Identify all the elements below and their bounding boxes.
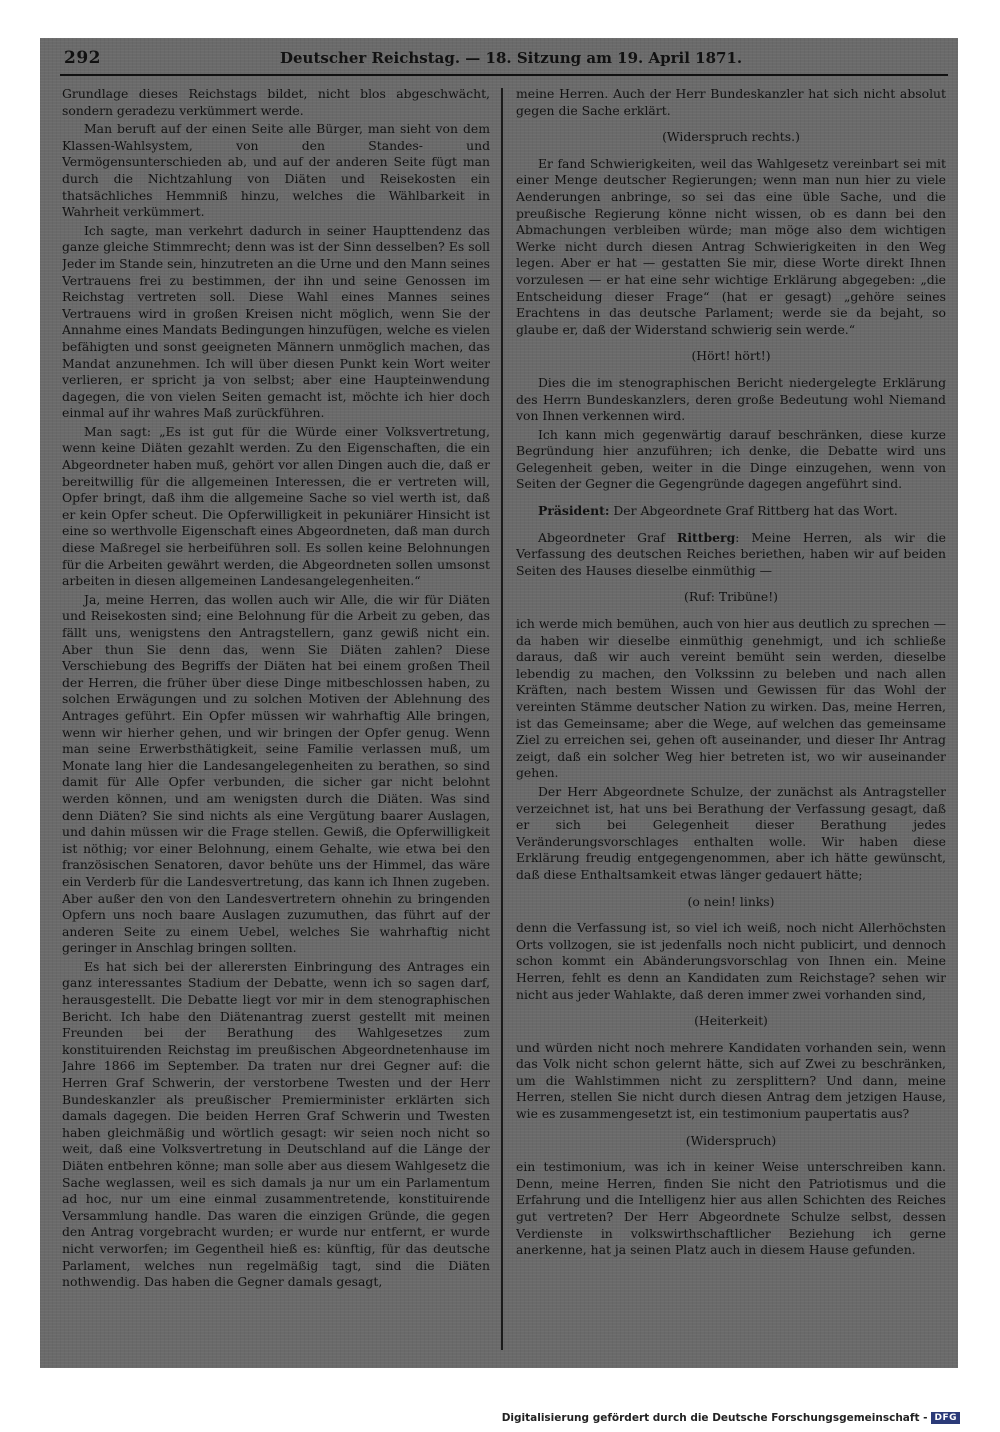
paragraph: ein testimonium, was ich in keiner Weise unterschreiben kann. Denn, meine Herren, finden Sie nicht den Patriotismus und die Erfahrung und die Intelligenz hier aus allen Schichten des Reiches gut vertreten? Der Herr Abgeordnete Schulze selbst, dessen Verdienste in volkswirthschaftlicher Beziehung ich gerne anerkenne, hat ja seinen Platz auch in diesem Hause gefunden. [516,1159,946,1258]
interjection: (Heiterkeit) [694,1013,768,1029]
page-header [60,46,948,76]
digitization-footer [502,1410,960,1426]
paragraph: Der Herr Abgeordnete Schulze, der zunächst als Antragsteller verzeichnet ist, hat uns bei Berathung der Verfassung gesagt, daß er sich bei Gelegenheit dieser Berathung jedes Veränderungsvorschlages enthalten wolle. Wir haben diese Erklärung freudig entgegengenommen, aber ich hätte gewünscht, daß diese Enthaltsamkeit etwas länger gedauert hätte; [516,783,946,882]
paragraph: Ja, meine Herren, das wollen auch wir Alle, die wir für Diäten und Reisekosten sind; eine Belohnung für die Arbeit zu geben, das fällt uns, wenigstens den Antragstellern, ganz gewiß nicht ein. Aber thun Sie denn das, wenn Sie Diäten zahlen? Diese Verschiebung des Begriffs der Diäten hat bei einem großen Theil der Herren, die früher über diese Dinge mitbeschlossen haben, zu solchen Erwägungen und zu solchen Motiven der Ablehnung des Antrages geführt. Ein Opfer müssen wir wahrhaftig Alle bringen, wenn wir hierher gehen, und wir bringen der Opfer genug. Wenn man seine Erwerbsthätigkeit, seine Familie verlassen muß, um Monate lang hier die Landesangelegenheiten zu berathen, so sind damit für Alle Opfer verbunden, die sicher gar nicht belohnt werden können, und am wenigsten durch die Diäten. Was sind denn Diäten? Sie sind nichts als eine Vergütung baarer Auslagen, und dahin müssen wir die Frage stellen. Gewiß, die Opferwilligkeit ist nöthig; vor einer Belohnung, einem Gehalte, wie etwa bei den französischen Senatoren, davor behüte uns der Himmel, das wäre ein Verderb für die Landesvertretung, das kann ich Ihnen zugeben. Aber außer den von den Landesvertretern ohnehin zu bringenden Opfern uns noch baare Auslagen zuzumuthen, das führt auf der anderen Seite zu einem Uebel, welches Sie wahrhaftig nicht geringer in Anschlag bringen sollten. [62,591,490,956]
paragraph: Es hat sich bei der allerersten Einbringung des Antrages ein ganz interessantes Stadium der Debatte, wenn ich so sagen darf, herausgestellt. Die Debatte liegt vor mir in dem stenographischen Bericht. Ich habe den Diätenantrag zuerst gestellt mit meinen Freunden bei der Berathung des Wahlgesetzes zum konstituirenden Reichstag im preußischen Abgeordnetenhause im Jahre 1866 im September. Da traten nur drei Gegner auf: die Herren Graf Schwerin, der verstorbene Twesten und der Herr Bundeskanzler als preußischer Premierminister erklärten sich damals dagegen. Die beiden Herren Graf Schwerin und Twesten haben gleichmäßig und wörtlich gesagt: wir seien noch nicht so weit, daß eine Volksvertretung in Deutschland auf die Länge der Diäten entbehren könne; man solle aber aus diesem Wahlgesetz die Sache weglassen, weil es sich damals ja nur um ein Parlamentum ad hoc, nur um eine einmal zusammentretende, konstituirende Versammlung handle. Das waren die einzigen Gründe, die gegen den Antrag vorgebracht wurden; er wurde nur entfernt, er wurde nicht verworfen; im Gegentheil hieß es: künftig, für das deutsche Parlament, welches nun regelmäßig tagt, sind die Diäten nothwendig. Das haben die Gegner damals gesagt, [62,958,490,1290]
paragraph: ich werde mich bemühen, auch von hier aus deutlich zu sprechen — da haben wir dieselbe einmüthig genehmigt, und ich schließe daraus, daß wir auch vereint bemüht sein werden, dieselbe lebendig zu machen, den Volkssinn zu beleben und nach allen Kräften, nach bestem Wissen und Gewissen für das Wohl der vereinten Stämme deutscher Nation zu wirken. Das, meine Herren, ist das Gemeinsame; aber die Wege, auf welchen das gemeinsame Ziel zu erreichen sei, gehen oft auseinander, und dieser Ihr Antrag zeigt, daß ein solcher Weg hier betreten ist, wo wir auseinander gehen. [516,616,946,781]
paragraph: und würden nicht noch mehrere Kandidaten vorhanden sein, wenn das Volk nicht schon gelernt hätte, sich auf Zwei zu beschränken, um die Wahlstimmen nicht zu zersplittern? Und dann, meine Herren, stellen Sie nicht durch diesen Antrag dem jetzigen Hause, wie es zusammengesetzt ist, ein testimonium paupertatis aus? [516,1039,946,1122]
interjection: (Widerspruch) [685,1132,777,1148]
paragraph: Ich sagte, man verkehrt dadurch in seiner Haupttendenz das ganze gleiche Stimmrecht; denn was ist der Sinn desselben? Es soll Jeder im Stande sein, hinzutreten an die Urne und den Mann seines Vertrauens frei zu bestimmen, der ihn und seine Genossen im Reichstag vertreten soll. Diese Wahl eines Mannes seines Vertrauens wird in großen Kreisen nicht möglich, wenn Sie der Annahme eines Mandats Bedingungen hinzufügen, welche es vielen befähigten und sonst geeigneten Männern unmöglich machen, das Mandat anzunehmen. Ich will über diesen Punkt kein Wort weiter verlieren, er spricht ja von selbst; aber eine Haupteinwendung dagegen, die von vielen Seiten gemacht ist, möchte ich hier doch einmal auf ihr wahres Maß zurückführen. [62,222,490,421]
left-column [62,86,490,1366]
speaker-statement [516,530,946,580]
president-text: Der Abgeordnete Graf Rittberg hat das Wort. [609,503,898,519]
speaker-prefix: Abgeordneter Graf [538,529,678,545]
paragraph: Er fand Schwierigkeiten, weil das Wahlgesetz vereinbart sei mit einer Menge deutscher Regierungen; wenn man nun hier zu viele Aenderungen anbringe, so sei das eine üble Sache, und die preußische Regierung könne nicht wissen, ob es dann bei den Abmachungen verbleiben würde; man möge also dem wichtigen Werke nicht durch diesen Antrag Schwierigkeiten in den Weg legen. Aber er hat — gestatten Sie mir, diese Worte direkt Ihnen vorzulesen — er hat eine sehr wichtige Erklärung abgegeben: „die Entscheidung dieser Frage“ (hat er gesagt) „gehöre seines Erachtens in das deutsche Parlament; werde sie da bejaht, so glaube er, daß der Widerstand schwierig sein werde.“ [516,155,946,337]
running-head: Deutscher Reichstag. — 18. Sitzung am 19. April 1871. [280,49,743,67]
paragraph: Man beruft auf der einen Seite alle Bürger, man sieht von dem Klassen-Wahlsystem, von den Standes- und Vermögensunterschieden ab, und auf der anderen Seite fügt man durch die Nichtzahlung von Diäten und Reisekosten ein thatsächliches Hemmniß hinzu, welches die Wählbarkeit in Wahrheit verkümmert. [62,121,490,220]
interjection: (Ruf: Tribüne!) [683,589,779,605]
paragraph: Man sagt: „Es ist gut für die Würde einer Volksvertretung, wenn keine Diäten gezahlt werden. Zu den Eigenschaften, die ein Abgeordneter haben muß, gehört vor allen Dingen auch die, daß er bereitwillig für die allgemeinen Interessen, die er vertreten will, Opfer bringt, daß ihm die allgemeine Sache so viel werth ist, daß er kein Opfer scheut. Die Opferwilligkeit in pekuniärer Hinsicht ist eine so werthvolle Eigenschaft eines Abgeordneten, daß man durch diese Maßregel sie herbeiführen soll. Es sollen keine Belohnungen für die Arbeiten gewährt werden, die Abgeordneten sollen umsonst arbeiten in diesen allgemeinen Landesangelegenheiten.“ [62,423,490,589]
right-column [516,86,946,1366]
dfg-logo: DFG [931,1412,960,1424]
paragraph: denn die Verfassung ist, so viel ich weiß, noch nicht Allerhöchsten Orts vollzogen, sie ist jedenfalls noch nicht publicirt, und dennoch schon kommt ein Abänderungsvorschlag von Ihnen ein. Meine Herren, fehlt es denn an Kandidaten zum Reichstage? sehen wir nicht aus jeder Wahlakte, daß deren immer zwei vorhanden sind, [516,920,946,1002]
column-divider [501,88,503,1350]
speaker-text: : Meine Herren, als wir die Verfassung des deutschen Reiches beriethen, haben wir auf beiden Seiten des Hauses dieselbe einmüthig — [516,529,946,578]
paragraph: Dies die im stenographischen Bericht niedergelegte Erklärung des Herrn Bundeskanzlers, deren große Bedeutung wohl Niemand von Ihnen verkennen wird. [516,374,946,424]
president-label: Präsident: [538,503,610,519]
paragraph: Grundlage dieses Reichstags bildet, nicht blos abgeschwächt, sondern geradezu verkümmert werde. [62,86,490,118]
paragraph: meine Herren. Auch der Herr Bundeskanzler hat sich nicht absolut gegen die Sache erklärt. [516,86,946,118]
scanned-page [40,38,958,1368]
page-number: 292 [64,48,101,68]
paragraph: Ich kann mich gegenwärtig darauf beschränken, diese kurze Begründung hier anzuführen; ich denke, die Debatte wird uns Gelegenheit geben, weiter in die Dinge einzugehen, wenn von Seiten der Gegner die Gegengründe dagegen angeführt sind. [516,426,946,492]
speaker-name: Rittberg [677,529,736,545]
president-statement [516,503,946,520]
interjection: (o nein! links) [687,893,775,909]
footer-text: Digitalisierung gefördert durch die Deutsche Forschungsgemeinschaft - [501,1412,928,1424]
interjection: (Hört! hört!) [691,348,771,364]
interjection: (Widerspruch rechts.) [662,129,800,145]
